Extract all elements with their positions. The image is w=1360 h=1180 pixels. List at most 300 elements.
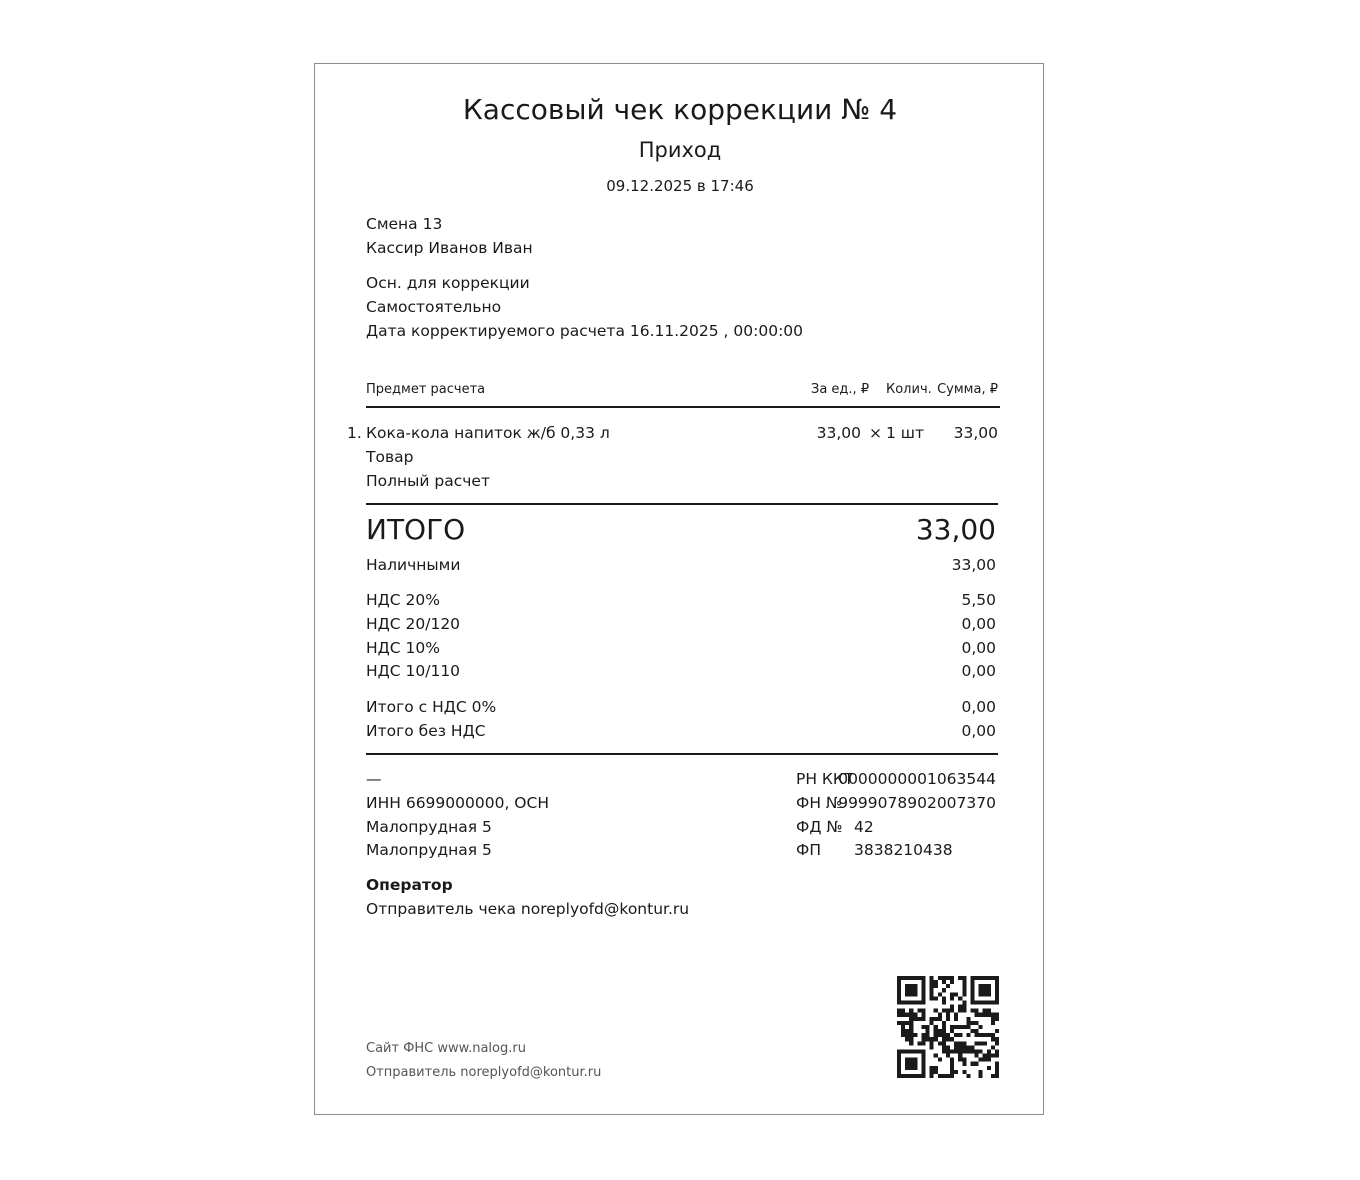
qr-module bbox=[934, 1066, 938, 1070]
qr-module bbox=[905, 1029, 909, 1033]
qr-module bbox=[987, 1033, 991, 1037]
qr-module bbox=[958, 1041, 962, 1045]
qr-module bbox=[983, 1009, 987, 1013]
qr-module bbox=[909, 1013, 913, 1017]
qr-module bbox=[921, 1062, 925, 1066]
qr-module bbox=[950, 1029, 954, 1033]
qr-module bbox=[983, 992, 987, 996]
qr-module bbox=[991, 1013, 995, 1017]
vat-value: 5,50 bbox=[961, 591, 996, 609]
qr-module bbox=[962, 1005, 966, 1009]
correction-basis-value: Самостоятельно bbox=[366, 298, 502, 316]
qr-module bbox=[930, 1045, 934, 1049]
fd-label: ФД № bbox=[796, 818, 843, 836]
qr-module bbox=[975, 1013, 979, 1017]
qr-module bbox=[975, 1049, 979, 1053]
fns-site: Сайт ФНС www.nalog.ru bbox=[366, 1041, 526, 1056]
qr-module bbox=[930, 992, 934, 996]
address-line: Малопрудная 5 bbox=[366, 818, 492, 836]
qr-module bbox=[950, 1066, 954, 1070]
qr-module bbox=[995, 1074, 999, 1078]
qr-module bbox=[921, 988, 925, 992]
qr-module bbox=[909, 1062, 913, 1066]
qr-module bbox=[966, 1033, 970, 1037]
qr-module bbox=[905, 1000, 909, 1004]
cashier-name: Кассир Иванов Иван bbox=[366, 239, 533, 257]
qr-module bbox=[966, 1017, 970, 1021]
qr-module bbox=[958, 996, 962, 1000]
qr-module bbox=[901, 1025, 905, 1029]
qr-module bbox=[897, 1009, 901, 1013]
qr-module bbox=[995, 1066, 999, 1070]
qr-module bbox=[913, 988, 917, 992]
qr-module bbox=[950, 1049, 954, 1053]
qr-module bbox=[942, 1045, 946, 1049]
qr-module bbox=[921, 1066, 925, 1070]
qr-module bbox=[979, 1013, 983, 1017]
qr-module bbox=[913, 1013, 917, 1017]
qr-module bbox=[950, 1074, 954, 1078]
qr-module bbox=[905, 1058, 909, 1062]
qr-module bbox=[995, 988, 999, 992]
qr-module bbox=[938, 1074, 942, 1078]
qr-module bbox=[987, 1049, 991, 1053]
qr-module bbox=[913, 1049, 917, 1053]
qr-module bbox=[905, 1033, 909, 1037]
qr-module bbox=[995, 1070, 999, 1074]
total-label: ИТОГО bbox=[366, 513, 466, 546]
qr-module bbox=[954, 1013, 958, 1017]
qr-module bbox=[995, 1000, 999, 1004]
qr-module bbox=[921, 1000, 925, 1004]
rn-kkt-label: РН ККТ bbox=[796, 770, 854, 788]
qr-module bbox=[958, 1033, 962, 1037]
qr-module bbox=[921, 976, 925, 980]
qr-module bbox=[958, 976, 962, 980]
qr-module bbox=[958, 1009, 962, 1013]
qr-module bbox=[958, 1058, 962, 1062]
receipt bbox=[314, 63, 1044, 1115]
qr-module bbox=[905, 1074, 909, 1078]
qr-module bbox=[901, 1021, 905, 1025]
sender-small: Отправитель noreplyofd@kontur.ru bbox=[366, 1065, 602, 1080]
qr-module bbox=[909, 1017, 913, 1021]
qr-module bbox=[909, 1009, 913, 1013]
qr-module bbox=[946, 976, 950, 980]
qr-module bbox=[970, 988, 974, 992]
qr-module bbox=[934, 1009, 938, 1013]
qr-module bbox=[950, 1009, 954, 1013]
qr-module bbox=[966, 1074, 970, 1078]
qr-module bbox=[991, 1000, 995, 1004]
qr-module bbox=[909, 1029, 913, 1033]
qr-module bbox=[946, 1033, 950, 1037]
qr-module bbox=[909, 1041, 913, 1045]
qr-module bbox=[970, 1049, 974, 1053]
qr-module bbox=[970, 1029, 974, 1033]
qr-module bbox=[905, 1066, 909, 1070]
qr-module bbox=[942, 1029, 946, 1033]
qr-module bbox=[917, 1041, 921, 1045]
qr-module bbox=[934, 984, 938, 988]
qr-module bbox=[921, 1037, 925, 1041]
item-qty: 1 шт bbox=[886, 424, 925, 442]
qr-module bbox=[901, 1033, 905, 1037]
qr-module bbox=[897, 980, 901, 984]
qr-module bbox=[942, 976, 946, 980]
qr-module bbox=[975, 1000, 979, 1004]
qr-module bbox=[962, 992, 966, 996]
qr-module bbox=[975, 1054, 979, 1058]
fp-value: 3838210438 bbox=[854, 841, 953, 859]
qr-module bbox=[966, 1049, 970, 1053]
vat-label: НДС 10/110 bbox=[366, 662, 461, 680]
qr-module bbox=[962, 1058, 966, 1062]
qr-module bbox=[966, 1025, 970, 1029]
cash-value: 33,00 bbox=[951, 556, 996, 574]
qr-module bbox=[905, 1037, 909, 1041]
qr-module bbox=[991, 1045, 995, 1049]
qr-module bbox=[921, 1013, 925, 1017]
qr-module bbox=[962, 980, 966, 984]
vat0-label: Итого с НДС 0% bbox=[366, 698, 497, 716]
qr-module bbox=[979, 988, 983, 992]
qr-module bbox=[970, 1009, 974, 1013]
qr-module bbox=[946, 1037, 950, 1041]
qr-module bbox=[942, 988, 946, 992]
qr-module bbox=[913, 992, 917, 996]
qr-module bbox=[946, 1009, 950, 1013]
qr-module bbox=[946, 1017, 950, 1021]
qr-module bbox=[987, 1013, 991, 1017]
qr-module bbox=[970, 1000, 974, 1004]
qr-module bbox=[913, 1066, 917, 1070]
qr-module bbox=[983, 1000, 987, 1004]
qr-module bbox=[909, 1037, 913, 1041]
column-item: Предмет расчета bbox=[366, 382, 486, 397]
qr-module bbox=[995, 980, 999, 984]
qr-module bbox=[926, 1025, 930, 1029]
qr-module bbox=[934, 1017, 938, 1021]
qr-module bbox=[995, 1054, 999, 1058]
qr-module bbox=[991, 1033, 995, 1037]
qr-module bbox=[987, 1066, 991, 1070]
vat-label: НДС 20/120 bbox=[366, 615, 461, 633]
qr-module bbox=[954, 1045, 958, 1049]
qr-module bbox=[909, 976, 913, 980]
qr-module bbox=[962, 976, 966, 980]
qr-module bbox=[975, 1033, 979, 1037]
qr-module bbox=[930, 996, 934, 1000]
qr-code-icon bbox=[897, 976, 999, 1078]
qr-module bbox=[901, 1029, 905, 1033]
items-divider bbox=[366, 503, 998, 505]
qr-module bbox=[995, 992, 999, 996]
qr-module bbox=[938, 976, 942, 980]
qr-module bbox=[913, 1033, 917, 1037]
item-sum: 33,00 bbox=[953, 424, 998, 442]
qr-module bbox=[954, 1033, 958, 1037]
qr-module bbox=[962, 1000, 966, 1004]
inn: ИНН 6699000000, ОСН bbox=[366, 794, 549, 812]
qr-module bbox=[913, 1017, 917, 1021]
item-price: 33,00 bbox=[816, 424, 861, 442]
qr-module bbox=[901, 1009, 905, 1013]
qr-module bbox=[938, 1058, 942, 1062]
shift-number: Смена 13 bbox=[366, 215, 443, 233]
item-type: Товар bbox=[366, 448, 414, 466]
qr-module bbox=[942, 1049, 946, 1053]
novat-label: Итого без НДС bbox=[366, 722, 486, 740]
qr-module bbox=[954, 1025, 958, 1029]
qr-module bbox=[970, 1062, 974, 1066]
qr-module bbox=[958, 1025, 962, 1029]
qr-module bbox=[975, 1021, 979, 1025]
qr-module bbox=[921, 1009, 925, 1013]
qr-module bbox=[921, 980, 925, 984]
qr-module bbox=[983, 1058, 987, 1062]
qr-module bbox=[930, 984, 934, 988]
qr-module bbox=[962, 1049, 966, 1053]
qr-module bbox=[905, 988, 909, 992]
qr-module bbox=[954, 1049, 958, 1053]
fn-value: 9999078902007370 bbox=[838, 794, 996, 812]
qr-module bbox=[930, 1021, 934, 1025]
qr-module bbox=[987, 1058, 991, 1062]
qr-module bbox=[921, 1058, 925, 1062]
qr-module bbox=[897, 984, 901, 988]
qr-module bbox=[917, 976, 921, 980]
qr-module bbox=[934, 996, 938, 1000]
qr-module bbox=[897, 1066, 901, 1070]
qr-module bbox=[934, 1054, 938, 1058]
qr-module bbox=[950, 1058, 954, 1062]
qr-module bbox=[921, 1049, 925, 1053]
qr-module bbox=[979, 1033, 983, 1037]
qr-module bbox=[938, 1033, 942, 1037]
receipt-type: Приход bbox=[638, 138, 722, 162]
qr-module bbox=[987, 1054, 991, 1058]
qr-module bbox=[950, 992, 954, 996]
qr-module bbox=[950, 976, 954, 980]
qr-module bbox=[983, 988, 987, 992]
qr-module bbox=[987, 992, 991, 996]
qr-module bbox=[905, 1021, 909, 1025]
qr-module bbox=[913, 1058, 917, 1062]
qr-module bbox=[921, 1070, 925, 1074]
vat0-value: 0,00 bbox=[961, 698, 996, 716]
qr-module bbox=[995, 1017, 999, 1021]
qr-module bbox=[934, 1025, 938, 1029]
qr-module bbox=[979, 1049, 983, 1053]
qr-module bbox=[921, 984, 925, 988]
qr-module bbox=[995, 984, 999, 988]
qr-module bbox=[962, 1062, 966, 1066]
qr-module bbox=[979, 1074, 983, 1078]
qr-module bbox=[983, 1041, 987, 1045]
qr-module bbox=[909, 988, 913, 992]
qr-module bbox=[979, 1070, 983, 1074]
qr-module bbox=[926, 1029, 930, 1033]
qr-module bbox=[950, 1037, 954, 1041]
qr-module bbox=[913, 1074, 917, 1078]
qr-module bbox=[958, 1054, 962, 1058]
qr-module bbox=[938, 1041, 942, 1045]
qr-module bbox=[975, 1062, 979, 1066]
qr-module bbox=[942, 980, 946, 984]
qr-module bbox=[930, 1037, 934, 1041]
qr-module bbox=[950, 1062, 954, 1066]
qr-module bbox=[909, 1000, 913, 1004]
qr-module bbox=[921, 1033, 925, 1037]
qr-module bbox=[970, 976, 974, 980]
qr-module bbox=[905, 984, 909, 988]
qr-module bbox=[995, 976, 999, 980]
rn-kkt-value: 0000000001063544 bbox=[838, 770, 996, 788]
qr-module bbox=[962, 1041, 966, 1045]
qr-module bbox=[909, 1074, 913, 1078]
qr-module bbox=[970, 1045, 974, 1049]
qr-module bbox=[975, 1009, 979, 1013]
qr-module bbox=[995, 1049, 999, 1053]
qr-module bbox=[897, 1021, 901, 1025]
item-name: Кока-кола напиток ж/б 0,33 л bbox=[366, 424, 610, 442]
qr-module bbox=[958, 1049, 962, 1053]
qr-module bbox=[946, 1049, 950, 1053]
correction-basis-label: Осн. для коррекции bbox=[366, 274, 530, 292]
qr-module bbox=[909, 1058, 913, 1062]
qr-module bbox=[897, 1000, 901, 1004]
qr-module bbox=[909, 992, 913, 996]
qr-module bbox=[897, 1049, 901, 1053]
vat-value: 0,00 bbox=[961, 615, 996, 633]
qr-module bbox=[905, 1049, 909, 1053]
qr-module bbox=[995, 1041, 999, 1045]
qr-module bbox=[921, 996, 925, 1000]
qr-module bbox=[942, 1033, 946, 1037]
table-header-divider bbox=[366, 406, 1000, 408]
qr-module bbox=[930, 1066, 934, 1070]
qr-module bbox=[995, 1029, 999, 1033]
qr-module bbox=[897, 996, 901, 1000]
qr-module bbox=[983, 1054, 987, 1058]
item-payment-method: Полный расчет bbox=[366, 472, 490, 490]
receipt-title: Кассовый чек коррекции № 4 bbox=[462, 93, 898, 126]
qr-module bbox=[909, 1025, 913, 1029]
qr-module bbox=[938, 1029, 942, 1033]
vat-value: 0,00 bbox=[961, 639, 996, 657]
qr-module bbox=[983, 1033, 987, 1037]
vat-value: 0,00 bbox=[961, 662, 996, 680]
qr-module bbox=[958, 1045, 962, 1049]
qr-module bbox=[970, 984, 974, 988]
qr-module bbox=[975, 1041, 979, 1045]
qr-module bbox=[917, 1049, 921, 1053]
qr-module bbox=[995, 1013, 999, 1017]
qr-module bbox=[934, 1037, 938, 1041]
qr-module bbox=[934, 1033, 938, 1037]
qr-module bbox=[991, 1021, 995, 1025]
qr-module bbox=[930, 1041, 934, 1045]
qr-module bbox=[934, 980, 938, 984]
qr-module bbox=[901, 1000, 905, 1004]
qr-module bbox=[917, 1009, 921, 1013]
qr-module bbox=[897, 1013, 901, 1017]
qr-module bbox=[934, 1070, 938, 1074]
qr-module bbox=[942, 1074, 946, 1078]
qr-module bbox=[909, 1049, 913, 1053]
qr-module bbox=[917, 1074, 921, 1078]
qr-module bbox=[970, 992, 974, 996]
qr-module bbox=[979, 1025, 983, 1029]
qr-module bbox=[991, 976, 995, 980]
qr-module bbox=[897, 1070, 901, 1074]
qr-module bbox=[983, 984, 987, 988]
cash-label: Наличными bbox=[366, 556, 461, 574]
qr-module bbox=[946, 1074, 950, 1078]
qr-module bbox=[991, 1017, 995, 1021]
column-price: За ед., ₽ bbox=[811, 382, 870, 397]
qr-module bbox=[897, 1054, 901, 1058]
qr-module bbox=[954, 1070, 958, 1074]
qr-module bbox=[950, 980, 954, 984]
qr-module bbox=[901, 1049, 905, 1053]
qr-module bbox=[934, 1029, 938, 1033]
qr-module bbox=[946, 984, 950, 988]
qr-module bbox=[921, 1017, 925, 1021]
qr-module bbox=[913, 984, 917, 988]
qr-module bbox=[995, 996, 999, 1000]
vat-label: НДС 20% bbox=[366, 591, 440, 609]
qr-module bbox=[983, 976, 987, 980]
qr-module bbox=[938, 1017, 942, 1021]
receipt-sender: Отправитель чека noreplyofd@kontur.ru bbox=[366, 900, 690, 918]
qr-module bbox=[909, 1066, 913, 1070]
qr-module bbox=[938, 992, 942, 996]
qr-module bbox=[970, 1021, 974, 1025]
qr-module bbox=[942, 996, 946, 1000]
qr-module bbox=[966, 1045, 970, 1049]
qr-module bbox=[897, 976, 901, 980]
qr-module bbox=[942, 1000, 946, 1004]
qr-module bbox=[942, 1021, 946, 1025]
qr-module bbox=[926, 1037, 930, 1041]
qr-module bbox=[954, 1017, 958, 1021]
qr-module bbox=[950, 996, 954, 1000]
total-value: 33,00 bbox=[915, 513, 996, 546]
qr-module bbox=[930, 1017, 934, 1021]
column-qty: Колич. bbox=[886, 382, 932, 397]
qr-module bbox=[991, 1037, 995, 1041]
column-sum: Сумма, ₽ bbox=[937, 382, 998, 397]
correction-date: Дата корректируемого расчета 16.11.2025 , 00:00:00 bbox=[366, 322, 804, 340]
qr-module bbox=[930, 980, 934, 984]
qr-module bbox=[901, 1013, 905, 1017]
qr-module bbox=[942, 1025, 946, 1029]
qr-module bbox=[938, 1013, 942, 1017]
qr-module bbox=[942, 1037, 946, 1041]
qr-module bbox=[930, 1070, 934, 1074]
qr-module bbox=[930, 1074, 934, 1078]
qr-module bbox=[962, 1070, 966, 1074]
qr-module bbox=[962, 1009, 966, 1013]
qr-module bbox=[970, 996, 974, 1000]
qr-module bbox=[905, 992, 909, 996]
qr-module bbox=[987, 976, 991, 980]
qr-module bbox=[946, 1045, 950, 1049]
qr-module bbox=[913, 976, 917, 980]
qr-module bbox=[970, 980, 974, 984]
